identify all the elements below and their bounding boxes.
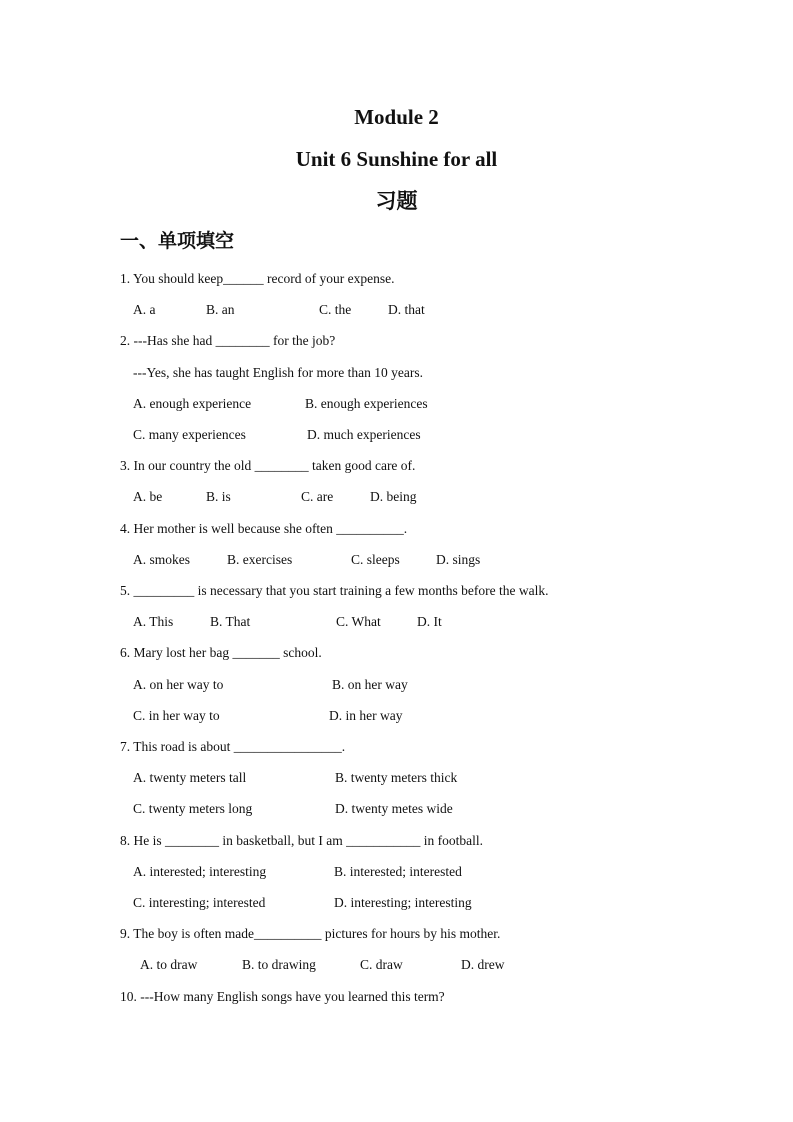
section-heading: 一、单项填空 xyxy=(120,231,235,252)
question-9-option-d: D. drew xyxy=(461,957,505,972)
question-2-option-a: A. enough experience xyxy=(133,396,252,411)
question-5-option-b: B. That xyxy=(210,614,251,629)
question-9-option-b: B. to drawing xyxy=(242,957,316,972)
question-2-option-b: B. enough experiences xyxy=(305,396,428,411)
question-4-stem: 4. Her mother is well because she often __________. xyxy=(120,521,408,536)
question-7-stem: 7. This road is about ________________. xyxy=(120,739,346,754)
question-9-option-a: A. to draw xyxy=(140,957,198,972)
question-3-option-a: A. be xyxy=(133,489,163,504)
question-8-option-d: D. interesting; interesting xyxy=(334,895,472,910)
question-2-option-c: C. many experiences xyxy=(133,427,246,442)
question-3-option-c: C. are xyxy=(301,489,334,504)
question-6-option-d: D. in her way xyxy=(329,708,403,723)
question-6-option-b: B. on her way xyxy=(332,677,408,692)
question-1-option-c: C. the xyxy=(319,302,352,317)
question-2-option-d: D. much experiences xyxy=(307,427,421,442)
question-7-option-c: C. twenty meters long xyxy=(133,801,253,816)
module-title: Module 2 xyxy=(354,105,439,129)
question-7-option-d: D. twenty metes wide xyxy=(335,801,453,816)
question-1-option-b: B. an xyxy=(206,302,235,317)
question-4-option-b: B. exercises xyxy=(227,552,293,567)
question-8-option-b: B. interested; interested xyxy=(334,864,462,879)
question-3-option-b: B. is xyxy=(206,489,231,504)
question-1-stem: 1. You should keep______ record of your expense. xyxy=(120,271,395,286)
question-6-option-c: C. in her way to xyxy=(133,708,220,723)
question-2-stem: 2. ---Has she had ________ for the job? xyxy=(120,333,336,348)
question-5-stem: 5. _________ is necessary that you start training a few months before the walk. xyxy=(120,583,549,598)
question-8-option-c: C. interesting; interested xyxy=(133,895,266,910)
question-4-option-c: C. sleeps xyxy=(351,552,400,567)
question-8-stem: 8. He is ________ in basketball, but I am ___________ in football. xyxy=(120,833,483,848)
question-4-option-d: D. sings xyxy=(436,552,481,567)
question-3-option-d: D. being xyxy=(370,489,417,504)
question-5-option-a: A. This xyxy=(133,614,174,629)
question-10-stem: 10. ---How many English songs have you learned this term? xyxy=(120,989,445,1004)
question-1-option-a: A. a xyxy=(133,302,156,317)
question-5-option-c: C. What xyxy=(336,614,381,629)
question-8-option-a: A. interested; interesting xyxy=(133,864,267,879)
question-6-stem: 6. Mary lost her bag _______ school. xyxy=(120,645,322,660)
question-2-reply: ---Yes, she has taught English for more than 10 years. xyxy=(133,365,423,380)
question-4-option-a: A. smokes xyxy=(133,552,190,567)
question-9-option-c: C. draw xyxy=(360,957,403,972)
question-6-option-a: A. on her way to xyxy=(133,677,224,692)
question-7-option-b: B. twenty meters thick xyxy=(335,770,458,785)
question-5-option-d: D. It xyxy=(417,614,442,629)
question-3-stem: 3. In our country the old ________ taken good care of. xyxy=(120,458,416,473)
question-1-option-d: D. that xyxy=(388,302,425,317)
question-9-stem: 9. The boy is often made__________ pictures for hours by his mother. xyxy=(120,926,501,941)
question-7-option-a: A. twenty meters tall xyxy=(133,770,247,785)
unit-title: Unit 6 Sunshine for all xyxy=(295,147,498,171)
exercise-subtitle: 习题 xyxy=(375,189,418,213)
